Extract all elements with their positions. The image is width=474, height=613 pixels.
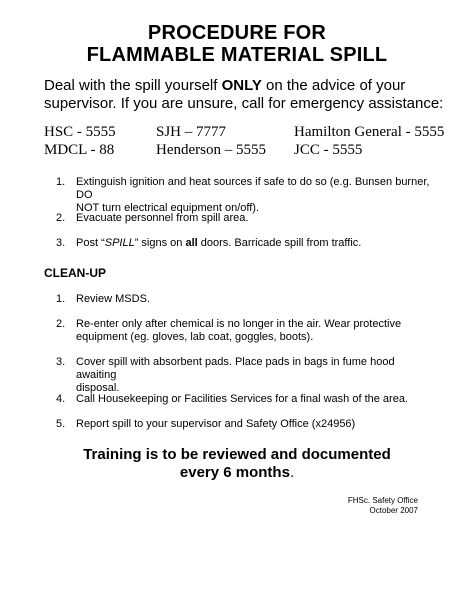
cleanup-item-1 (56, 293, 436, 306)
title-line-1: PROCEDURE FOR (147, 22, 327, 44)
cleanup-text-line-1: Re-enter only after chemical is no longer in the air. Wear protective (76, 318, 402, 330)
cleanup-number: 4. (56, 393, 66, 405)
intro-text-pre: Deal with the spill yourself (44, 77, 222, 94)
cleanup-number: 1. (56, 293, 66, 305)
title-line-2: FLAMMABLE MATERIAL SPILL (86, 44, 388, 66)
step-text-italic: SPILL (104, 237, 135, 249)
step-1 (56, 176, 436, 215)
cleanup-text-line-1: Call Housekeeping or Facilities Services for a final wash of the area. (76, 393, 408, 405)
phone-entry: HSC - 5555 (44, 124, 116, 140)
training-note-text: every 6 months (179, 464, 290, 481)
step-number: 2. (56, 212, 66, 224)
step-text-mid: ” signs on (134, 237, 186, 249)
cleanup-item-4 (56, 393, 436, 406)
step-text-line-1 (66, 237, 436, 250)
phone-entry: Henderson – 5555 (156, 142, 266, 158)
cleanup-text-line-1: Cover spill with absorbent pads. Place pads in bags in fume hood awaiting (76, 356, 395, 381)
intro-emphasis: ONLY (221, 77, 262, 94)
step-3 (56, 237, 436, 250)
step-text-post: doors. Barricade spill from traffic. (197, 237, 362, 249)
cleanup-text-line-2: equipment (eg. gloves, lab coat, goggles, boots). (76, 331, 314, 343)
cleanup-text-line-1: Review MSDS. (76, 293, 150, 305)
emergency-phone-table (44, 123, 464, 159)
intro-line-2: supervisor. If you are unsure, call for emergency assistance: (44, 95, 444, 112)
training-note-line-1: Training is to be reviewed and documented (83, 446, 391, 463)
step-text-bold: all (185, 237, 198, 249)
cleanup-text-line-2: disposal. (76, 382, 120, 394)
phone-entry: MDCL - 88 (44, 142, 115, 158)
cleanup-number: 2. (56, 318, 66, 330)
footer-office: FHSc. Safety Office (347, 496, 418, 505)
phone-entry: Hamilton General - 5555 (294, 124, 445, 140)
training-note-period: . (289, 464, 295, 481)
cleanup-item-2 (56, 318, 436, 344)
step-text-pre: Post “ (76, 237, 105, 249)
step-number: 1. (56, 176, 66, 188)
cleanup-item-5 (56, 418, 436, 431)
intro-line-1 (44, 77, 464, 95)
phone-entry: JCC - 5555 (294, 142, 363, 158)
training-note-line-2 (0, 464, 474, 482)
cleanup-item-3 (56, 356, 436, 395)
step-text-line-2: NOT turn electrical equipment on/off). (76, 202, 260, 214)
step-number: 3. (56, 237, 66, 249)
step-text-line-1: Extinguish ignition and heat sources if safe to do so (e.g. Bunsen burner, DO (76, 176, 430, 201)
cleanup-number: 5. (56, 418, 66, 430)
step-2 (56, 212, 436, 225)
intro-text-post: on the advice of your (261, 77, 406, 94)
cleanup-heading: CLEAN-UP (44, 266, 106, 280)
phone-entry: SJH – 7777 (156, 124, 227, 140)
phone-row (44, 123, 464, 141)
step-text-line-1: Evacuate personnel from spill area. (76, 212, 249, 224)
cleanup-number: 3. (56, 356, 66, 368)
footer-date: October 2007 (369, 506, 418, 515)
cleanup-text-line-1: Report spill to your supervisor and Safety Office (x24956) (76, 418, 356, 430)
phone-row (44, 141, 464, 159)
